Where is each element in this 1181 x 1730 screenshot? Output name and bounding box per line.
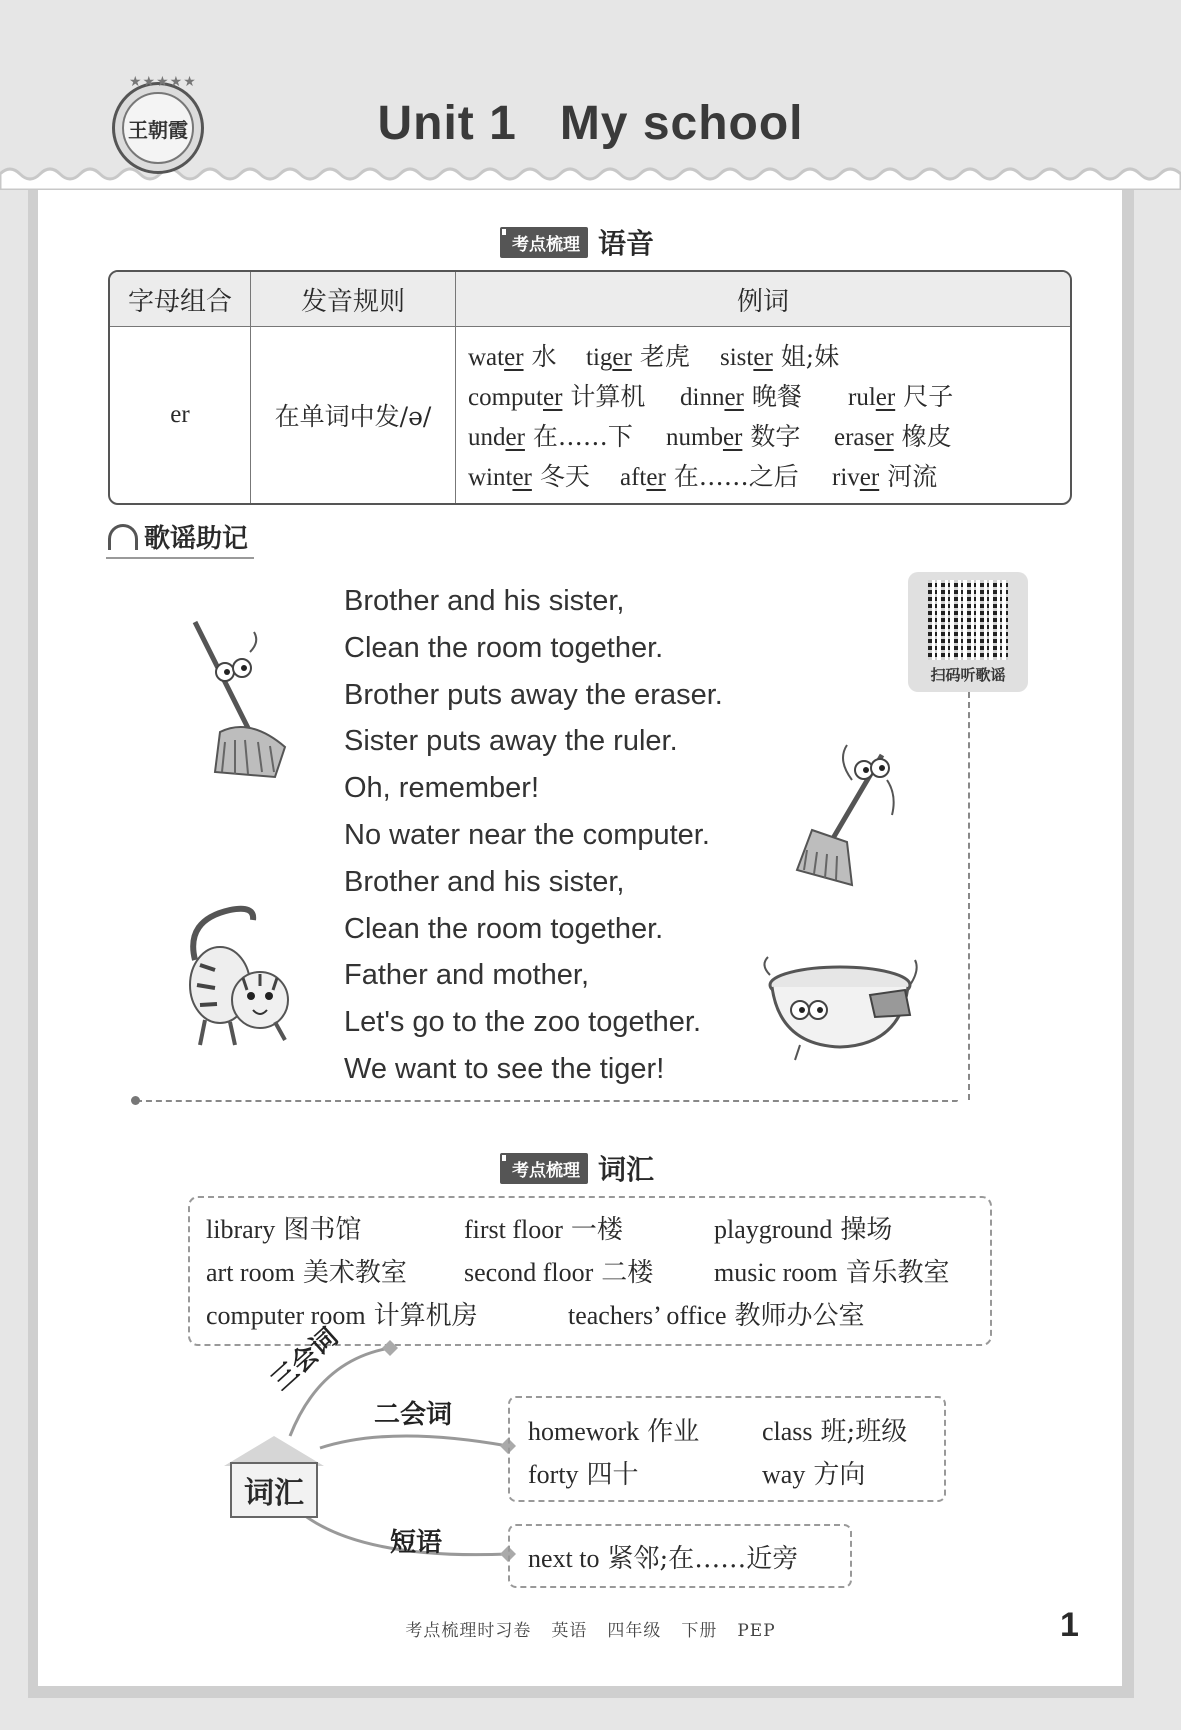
vocab-meaning: 美术教室	[302, 1258, 407, 1288]
vocab-item	[568, 1295, 865, 1332]
lyric-line: Brother and his sister,	[344, 585, 625, 617]
example-word	[832, 457, 937, 493]
vocab-item	[762, 1411, 907, 1448]
footer-item: 考点梳理时习卷	[405, 1621, 532, 1641]
example-underlined-letters: er	[505, 424, 525, 451]
example-underlined-letters: er	[753, 344, 773, 371]
example-meaning: 计算机	[570, 382, 646, 411]
dashed-border	[968, 692, 970, 1100]
example-meaning: 河流	[887, 462, 938, 491]
example-word	[468, 377, 680, 413]
example-underlined-letters: er	[859, 464, 880, 491]
example-underlined-letters: er	[722, 424, 743, 451]
vocab-heading	[500, 1148, 654, 1188]
vocab-meaning: 音乐教室	[845, 1258, 950, 1288]
example-stem: sist	[720, 344, 754, 371]
vocab-item	[464, 1252, 714, 1289]
phrase-word: next to	[528, 1544, 600, 1573]
example-underlined-letters: er	[875, 384, 896, 411]
footer-item: 下册	[681, 1621, 718, 1641]
footer-item: PEP	[737, 1621, 776, 1641]
example-meaning: 姐;妹	[780, 342, 840, 371]
lyric-line: Father and mother,	[344, 959, 590, 992]
section-title: 词汇	[598, 1154, 655, 1185]
lyric-line: Brother and his sister,	[344, 865, 625, 898]
vocab-meaning: 方向	[813, 1460, 866, 1490]
footer-item: 英语	[551, 1621, 588, 1641]
example-row	[468, 335, 1070, 375]
footer-item: 四年级	[607, 1621, 662, 1641]
column-header: 发音规则	[251, 272, 456, 327]
example-stem: dinn	[680, 384, 725, 411]
vocab-word: computer room	[206, 1301, 366, 1330]
example-meaning: 在……之后	[673, 462, 799, 491]
section-tag: 考点梳理	[500, 1153, 588, 1184]
section-tag: 考点梳理	[500, 227, 588, 258]
vocab-item	[528, 1454, 762, 1491]
vocab-item	[206, 1252, 464, 1289]
vocab-word: class	[762, 1417, 813, 1446]
example-word	[620, 457, 832, 493]
headphones-icon	[108, 524, 138, 550]
example-stem: tig	[586, 344, 613, 371]
vocab-row	[528, 1408, 944, 1451]
phonics-table	[108, 270, 1072, 505]
vocab-meaning: 二楼	[601, 1258, 654, 1288]
vocab-meaning: 图书馆	[283, 1215, 362, 1245]
lyric-line: Brother puts away the eraser.	[344, 678, 723, 711]
vocab-meaning: 计算机房	[373, 1301, 478, 1331]
vocab-row	[528, 1451, 944, 1494]
example-stem: und	[468, 424, 506, 451]
vocab-row	[206, 1206, 990, 1249]
footer	[0, 1616, 1181, 1641]
example-meaning: 在……下	[532, 422, 633, 451]
example-word	[468, 337, 586, 373]
example-stem: rul	[848, 384, 876, 411]
lyric-line: Oh, remember!	[344, 772, 539, 805]
example-word	[468, 417, 666, 453]
qr-caption: 扫码听歌谣	[930, 667, 1006, 684]
phonics-heading	[500, 222, 654, 262]
lyric-line: Let's go to the zoo together.	[344, 1006, 702, 1039]
lyric-line: Sister puts away the ruler.	[344, 725, 678, 758]
vocab-item	[206, 1209, 464, 1246]
vocab-item	[206, 1295, 568, 1332]
logo-text: 王朝霞	[122, 92, 194, 164]
branch-label-two: 二会词	[374, 1399, 453, 1429]
vocab-item	[762, 1454, 865, 1491]
example-stem: wint	[468, 464, 513, 491]
example-word	[666, 417, 834, 453]
phrase-item	[528, 1543, 798, 1573]
vocab-item	[528, 1411, 762, 1448]
two-skill-words	[508, 1396, 946, 1502]
dot-marker	[131, 1096, 140, 1105]
example-underlined-letters: er	[724, 384, 744, 411]
phrase-meaning: 紧邻;在……近旁	[607, 1544, 799, 1574]
example-stem: comput	[468, 384, 543, 411]
example-underlined-letters: er	[504, 344, 524, 371]
example-words	[456, 327, 1070, 503]
vocab-item	[714, 1209, 892, 1246]
branch-label-three: 三会词	[265, 1321, 344, 1397]
lyric-line: Clean the room together.	[344, 912, 664, 945]
vocab-word: playground	[714, 1215, 833, 1244]
vocab-meaning: 作业	[647, 1417, 700, 1447]
vocab-item	[714, 1252, 950, 1289]
vocab-meaning: 班;班级	[820, 1417, 908, 1447]
vocab-word: teachers’ office	[568, 1301, 727, 1330]
example-stem: eras	[834, 424, 875, 451]
branch-label-phrase: 短语	[390, 1527, 443, 1557]
example-word	[834, 417, 952, 453]
example-row	[468, 455, 1070, 495]
broom-illustration	[792, 740, 902, 890]
lyric-line: Clean the room together.	[344, 631, 664, 664]
pronunciation-rule: 在单词中发/ə/	[251, 327, 456, 503]
example-meaning: 晚餐	[751, 382, 802, 411]
example-row	[468, 415, 1070, 455]
example-word	[680, 377, 848, 413]
page-number: 1	[1060, 1606, 1079, 1644]
example-stem: numb	[666, 424, 723, 451]
vocab-word: art room	[206, 1258, 295, 1287]
vocab-root-house	[224, 1436, 324, 1518]
vocab-word: library	[206, 1215, 276, 1244]
qr-code-icon	[928, 580, 1008, 660]
example-meaning: 数字	[750, 422, 801, 451]
vocab-word: forty	[528, 1460, 579, 1489]
vocab-word: way	[762, 1460, 806, 1489]
example-underlined-letters: er	[646, 464, 666, 491]
song-heading-label: 歌谣助记	[144, 523, 249, 553]
vocab-word: music room	[714, 1258, 838, 1287]
vocab-root-label: 词汇	[230, 1462, 318, 1518]
vocab-meaning: 教师办公室	[734, 1301, 865, 1331]
vocab-meaning: 操场	[840, 1215, 893, 1245]
lyric-line: No water near the computer.	[344, 818, 710, 851]
star-icons: ★★★★★	[129, 73, 197, 89]
song-lyrics	[344, 578, 723, 1093]
mop-illustration	[180, 612, 300, 782]
vocab-row	[206, 1249, 990, 1292]
basin-illustration	[760, 955, 920, 1065]
example-word	[720, 337, 839, 373]
example-underlined-letters: er	[543, 384, 563, 411]
page-title: Unit 1 My school	[377, 97, 804, 150]
vocab-meaning: 四十	[586, 1460, 639, 1490]
vocab-word: second floor	[464, 1258, 594, 1287]
example-underlined-letters: er	[612, 344, 632, 371]
example-meaning: 冬天	[539, 462, 590, 491]
example-meaning: 水	[531, 342, 557, 371]
example-meaning: 尺子	[903, 382, 954, 411]
song-heading	[106, 518, 254, 559]
tiger-illustration	[175, 900, 305, 1050]
vocab-word: homework	[528, 1417, 640, 1446]
section-title: 语音	[598, 228, 655, 259]
vocab-item	[464, 1209, 714, 1246]
dashed-border	[136, 1100, 958, 1102]
vocab-meaning: 一楼	[570, 1215, 623, 1245]
example-row	[468, 375, 1070, 415]
example-word	[468, 457, 620, 493]
qr-code[interactable]	[908, 572, 1028, 692]
example-underlined-letters: er	[512, 464, 532, 491]
example-stem: aft	[620, 464, 647, 491]
vocab-word: first floor	[464, 1215, 563, 1244]
example-underlined-letters: er	[874, 424, 894, 451]
phrase-box	[508, 1524, 852, 1588]
column-header: 例词	[456, 272, 1070, 327]
three-skill-words	[188, 1196, 992, 1346]
example-word	[848, 377, 953, 413]
example-meaning: 橡皮	[901, 422, 952, 451]
example-word	[586, 337, 720, 373]
example-stem: wat	[468, 344, 505, 371]
example-stem: riv	[832, 464, 860, 491]
column-header: 字母组合	[110, 272, 251, 327]
lyric-line: We want to see the tiger!	[344, 1052, 665, 1085]
example-meaning: 老虎	[639, 342, 690, 371]
letter-combination: er	[110, 327, 251, 503]
